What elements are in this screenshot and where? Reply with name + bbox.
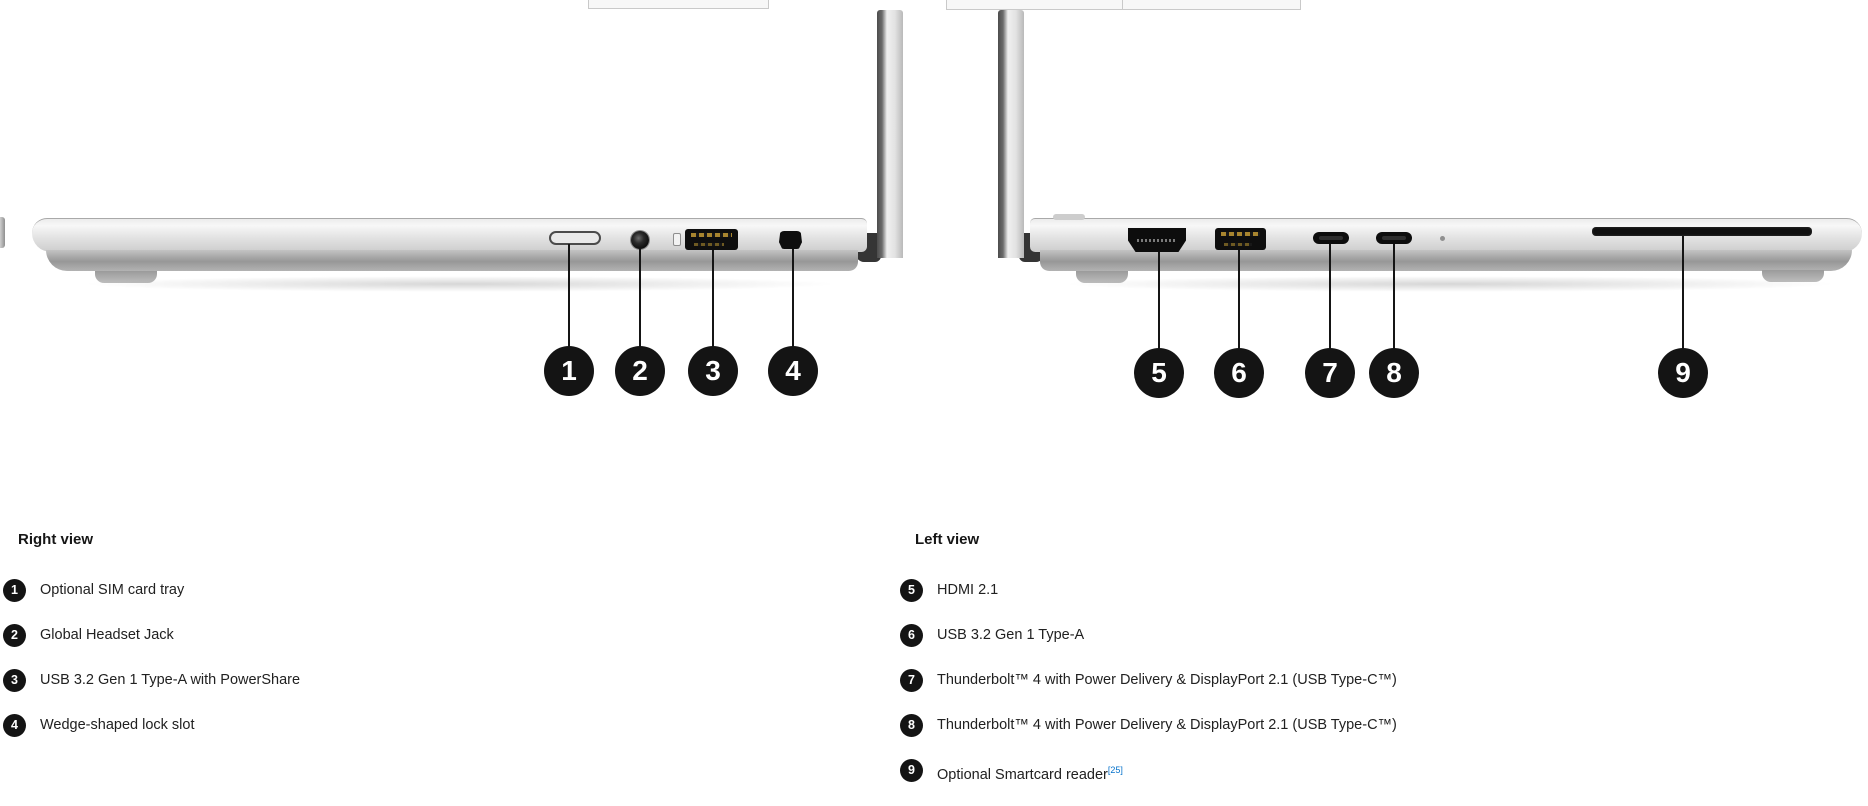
carousel-thumbnail-cutoff-2[interactable]: [946, 0, 1123, 10]
sim-card-icon: [673, 233, 681, 246]
footnote-link-25[interactable]: [25]: [1107, 765, 1123, 775]
usb-pins: [691, 233, 732, 237]
legend-number-badge: 7: [900, 669, 923, 692]
laptop-deck: [32, 218, 867, 252]
laptop-underside: [1040, 250, 1852, 271]
smartcard-slot: [1592, 227, 1812, 236]
callout-line-3: [712, 250, 714, 347]
legend-number-badge: 2: [3, 624, 26, 647]
carousel-thumbnail-cutoff-1[interactable]: [588, 0, 769, 9]
callout-line-1: [568, 244, 570, 347]
screen-lid: [877, 10, 903, 258]
legend-label: Thunderbolt™ 4 with Power Delivery & DisplayPort 2.1 (USB Type-C™): [937, 672, 1397, 688]
callout-line-2: [639, 248, 641, 347]
callout-circle-1: 1: [544, 346, 594, 396]
legend-title: Left view: [915, 531, 980, 548]
callout-circle-7: 7: [1305, 348, 1355, 398]
callout-line-7: [1329, 244, 1331, 349]
headset-jack: [631, 231, 649, 249]
legend-label-text: Optional Smartcard reader: [937, 766, 1108, 783]
callout-circle-2: 2: [615, 346, 665, 396]
legend-label: Optional SIM card tray: [40, 582, 185, 598]
hdmi-port: [1128, 228, 1186, 252]
callout-circle-8: 8: [1369, 348, 1419, 398]
legend-label: USB 3.2 Gen 1 Type-A with PowerShare: [40, 672, 301, 688]
hdmi-pins: [1137, 239, 1177, 242]
legend-number-badge: 6: [900, 624, 923, 647]
legend-number-badge: 1: [3, 579, 26, 602]
usb-pins: [1221, 232, 1260, 236]
legend-number-badge: 9: [900, 759, 923, 782]
sim-card-tray: [549, 231, 601, 245]
wedge-lock-slot: [779, 231, 802, 249]
legend-number-badge: 8: [900, 714, 923, 737]
adjacent-image-fragment: [0, 217, 5, 248]
hinge-bump: [1053, 214, 1085, 220]
usb-a-port: [685, 229, 738, 250]
usb-pins: [1224, 243, 1252, 246]
callout-circle-9: 9: [1658, 348, 1708, 398]
drop-shadow: [1060, 276, 1840, 292]
callout-circle-3: 3: [688, 346, 738, 396]
legend-label: Global Headset Jack: [40, 627, 174, 643]
usb-c-port: [1376, 232, 1412, 244]
legend-label: HDMI 2.1: [937, 582, 999, 598]
callout-line-4: [792, 249, 794, 347]
usb-pins: [694, 243, 724, 246]
legend-label: USB 3.2 Gen 1 Type-A: [937, 627, 1085, 643]
legend-number-badge: 3: [3, 669, 26, 692]
legend-label: Wedge-shaped lock slot: [40, 717, 195, 733]
legend-label: [937, 759, 1123, 787]
callout-circle-4: 4: [768, 346, 818, 396]
callout-line-6: [1238, 250, 1240, 349]
usb-c-port: [1313, 232, 1349, 244]
callout-line-9: [1682, 236, 1684, 349]
carousel-thumbnail-cutoff-3[interactable]: [1122, 0, 1301, 10]
legend-label: Thunderbolt™ 4 with Power Delivery & DisplayPort 2.1 (USB Type-C™): [937, 717, 1397, 733]
drop-shadow: [80, 276, 840, 292]
power-led: [1440, 236, 1445, 241]
callout-circle-5: 5: [1134, 348, 1184, 398]
legend-number-badge: 4: [3, 714, 26, 737]
screen-lid: [998, 10, 1024, 258]
usb-a-port: [1215, 228, 1266, 250]
laptop-underside: [46, 250, 858, 271]
callout-line-5: [1158, 252, 1160, 349]
legend-number-badge: 5: [900, 579, 923, 602]
callout-line-8: [1393, 244, 1395, 349]
callout-circle-6: 6: [1214, 348, 1264, 398]
legend-title: Right view: [18, 531, 94, 548]
